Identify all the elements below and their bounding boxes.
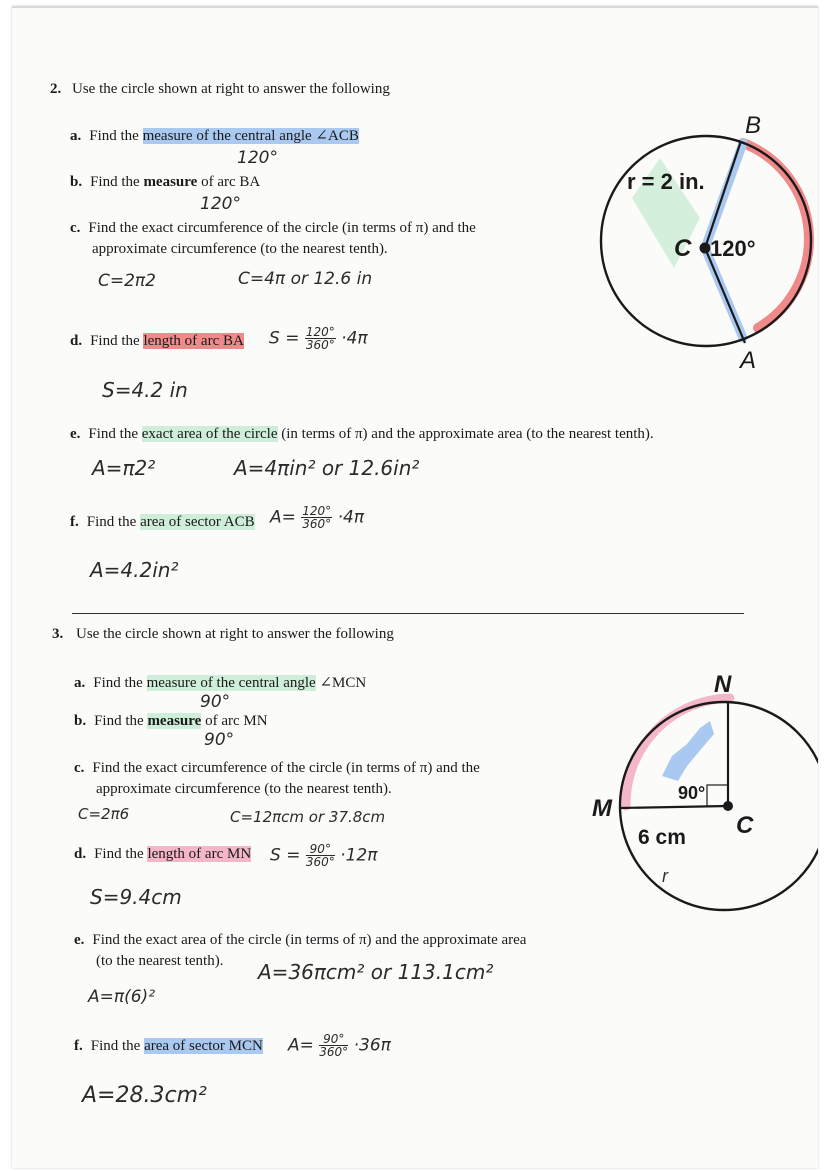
- q2f-highlight: area of sector ACB: [140, 514, 255, 530]
- q2d-work-s: S =: [269, 328, 300, 349]
- q3f-work-tail: ·36π: [353, 1035, 391, 1056]
- q3d-answer: S=9.4cm: [90, 885, 182, 909]
- q3d-letter: d.: [74, 846, 87, 862]
- q3b-question: [74, 713, 268, 730]
- q2a-letter: a.: [70, 128, 82, 144]
- q3c-line1: Find the exact circumference of the circle (in terms of π) and the: [92, 760, 480, 776]
- q3-label-c: C: [736, 812, 754, 839]
- q3e-answer: A=36πcm² or 113.1cm²: [258, 960, 494, 984]
- q2b-question: [70, 174, 260, 191]
- q3d-frac-num: 90°: [306, 843, 335, 856]
- q2-radius-label: r = 2 in.: [627, 169, 705, 194]
- q3f-letter: f.: [74, 1038, 83, 1054]
- q3d-frac-den: 360°: [305, 855, 335, 869]
- q2-radius-ca: [705, 248, 745, 343]
- q3b-letter: b.: [74, 713, 87, 729]
- q2e-answer: A=4πin² or 12.6in²: [234, 456, 420, 480]
- q2-circle-figure: [582, 103, 822, 383]
- q3f-frac-num: 90°: [319, 1033, 348, 1046]
- q2-angle-label: 120°: [710, 236, 756, 261]
- q2a-highlight: measure of the central angle ∠ACB: [142, 128, 359, 144]
- q2c-answer: C=4π or 12.6 in: [238, 269, 373, 289]
- q3d-work-s: S =: [270, 845, 301, 866]
- q3e-work: A=π(6)²: [88, 987, 156, 1007]
- q3d-work: [270, 843, 377, 868]
- q2f-frac-num: 120°: [302, 504, 332, 518]
- q3b-post: of arc MN: [201, 713, 268, 729]
- q3f-question: [74, 1038, 263, 1055]
- q2d-answer: S=4.2 in: [102, 378, 188, 402]
- q2d-frac-den: 360°: [305, 338, 335, 352]
- q3b-pre: Find the: [94, 713, 148, 729]
- q2d-pre: Find the: [90, 333, 144, 349]
- q3d-fraction: [306, 843, 335, 868]
- q2c-question-line2: approximate circumference (to the nearest tenth).: [92, 241, 388, 257]
- q2c-line1: Find the exact circumference of the circle (in terms of π) and the: [88, 220, 476, 236]
- q2c-work: C=2π2: [98, 271, 156, 291]
- q3a-pre: Find the: [93, 675, 147, 691]
- q3f-frac-den: 360°: [319, 1045, 349, 1059]
- q3d-highlight: length of arc MN: [147, 846, 252, 862]
- q3f-highlight: area of sector MCN: [144, 1038, 263, 1054]
- q2f-frac-den: 360°: [302, 517, 332, 531]
- q3a-answer: 90°: [200, 692, 231, 712]
- q2f-pre: Find the: [86, 514, 141, 530]
- q3d-pre: Find the: [94, 846, 148, 862]
- q2f-work: [270, 505, 364, 530]
- q3f-answer: A=28.3cm²: [82, 1083, 207, 1108]
- q2f-work-s: A=: [270, 507, 296, 528]
- q3a-question: [74, 673, 366, 692]
- q3c-question-line2: approximate circumference (to the nearest tenth).: [96, 781, 392, 797]
- q2d-question: [70, 333, 244, 350]
- q2b-letter: b.: [70, 174, 83, 190]
- q2b-pre: Find the: [90, 174, 144, 190]
- q2a-pre: Find the: [89, 128, 143, 144]
- q2e-post: (in terms of π) and the approximate area (to the nearest tenth).: [277, 426, 654, 442]
- q3d-work-tail: ·12π: [340, 845, 378, 866]
- q2e-highlight: exact area of the circle: [141, 426, 278, 442]
- q3c-question-line1: [74, 760, 480, 777]
- q2-label-c: C: [674, 235, 692, 262]
- q2d-highlight: length of arc BA: [143, 333, 244, 349]
- q2c-question-line1: [70, 220, 476, 237]
- q2a-answer: 120°: [237, 148, 278, 168]
- worksheet-page: [12, 6, 818, 1168]
- q2b-answer: 120°: [200, 194, 241, 214]
- q3e-letter: e.: [74, 932, 85, 948]
- q2b-bold: measure: [143, 174, 198, 190]
- q2d-letter: d.: [70, 333, 83, 349]
- q2-label-b: B: [745, 112, 762, 139]
- q3a-letter: a.: [74, 675, 86, 691]
- q2d-work: [269, 326, 368, 351]
- q2f-letter: f.: [70, 514, 79, 530]
- q3f-pre: Find the: [90, 1038, 145, 1054]
- q3-radius-label: 6 cm: [638, 826, 686, 849]
- q2e-work: A=π2²: [92, 456, 156, 480]
- q3a-post: ∠MCN: [315, 675, 367, 691]
- q3-radius-handwritten: r: [662, 866, 668, 886]
- q3-circle-figure: [582, 656, 818, 946]
- q2f-answer: A=4.2in²: [90, 558, 179, 582]
- q3-blue-sector-highlight: [662, 721, 714, 781]
- q3f-work: [288, 1033, 391, 1058]
- q3e-line1: Find the exact area of the circle (in terms of π) and the approximate area: [92, 932, 527, 948]
- q2f-work-tail: ·4π: [337, 507, 365, 528]
- q3c-work: C=2π6: [78, 805, 130, 823]
- q2-intro: Use the circle shown at right to answer the following: [72, 81, 390, 97]
- q3-angle-label: 90°: [678, 783, 706, 803]
- q3-intro: Use the circle shown at right to answer the following: [76, 626, 394, 642]
- q3b-answer: 90°: [204, 730, 235, 750]
- q2f-question: [70, 514, 255, 531]
- q3d-question: [74, 846, 251, 863]
- q2a-question: [70, 126, 359, 145]
- q2d-frac-num: 120°: [305, 325, 335, 339]
- q2c-letter: c.: [70, 220, 81, 236]
- q2-radius-cb: [705, 141, 741, 248]
- q2e-question: [70, 426, 654, 443]
- q3-label-n: N: [714, 671, 732, 698]
- q2e-pre: Find the: [88, 426, 142, 442]
- q3-label-m: M: [592, 795, 612, 822]
- q2-number: 2.: [50, 81, 62, 97]
- q3c-answer: C=12πcm or 37.8cm: [230, 808, 386, 826]
- q2-center-dot: [700, 243, 711, 254]
- q3f-fraction: [319, 1033, 348, 1058]
- section-divider: [72, 613, 744, 614]
- q3-center-dot: [723, 801, 733, 811]
- q3e-question-line1: [74, 932, 526, 949]
- q3a-highlight: measure of the central angle: [146, 675, 316, 691]
- q2-label-a: A: [740, 347, 757, 374]
- q3c-letter: c.: [74, 760, 85, 776]
- q2e-letter: e.: [70, 426, 81, 442]
- q3-number: 3.: [52, 626, 64, 642]
- q2f-fraction: [301, 505, 332, 530]
- q3b-bold: measure: [147, 713, 202, 729]
- q2d-work-tail: ·4π: [341, 328, 368, 349]
- q3f-work-s: A=: [288, 1035, 314, 1056]
- q3e-question-line2: (to the nearest tenth).: [96, 953, 224, 969]
- q2b-post: of arc BA: [197, 174, 261, 190]
- q2d-fraction: [305, 326, 336, 351]
